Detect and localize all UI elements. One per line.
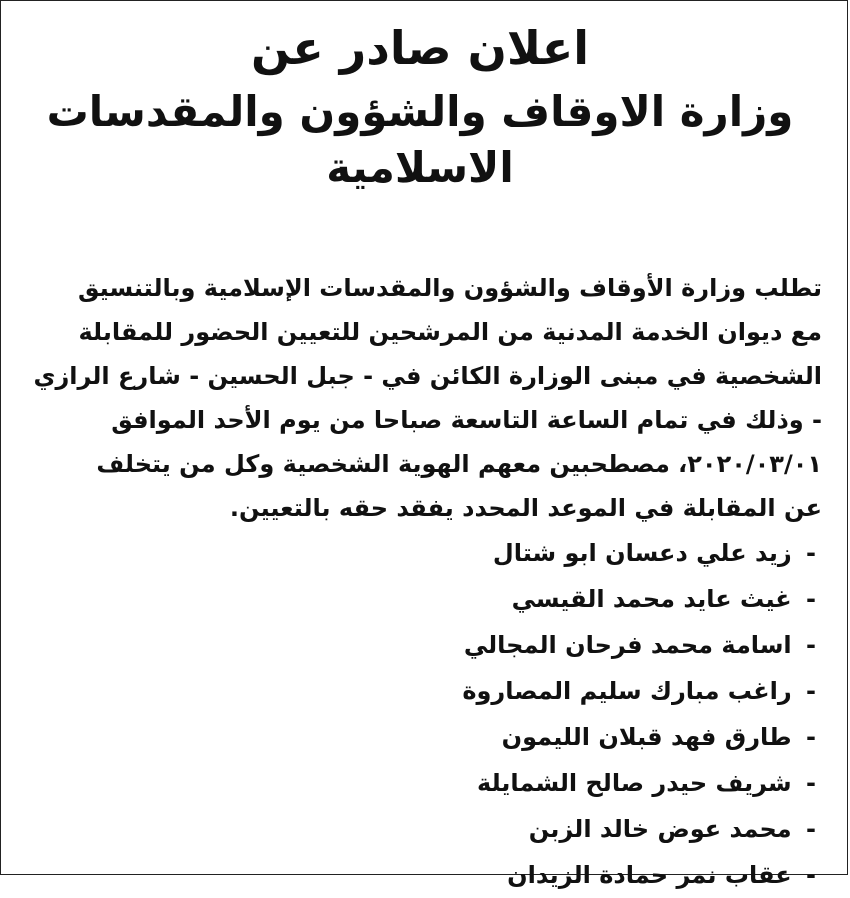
candidate-item <box>18 668 822 714</box>
list-dash: - <box>806 815 816 843</box>
candidate-item <box>18 806 822 852</box>
body-line-4: - وذلك في تمام الساعة التاسعة صباحا من يوم الأحد الموافق <box>111 406 822 434</box>
candidate-list <box>18 530 822 898</box>
body-line-3: الشخصية في مبنى الوزارة الكائن في - جبل الحسين - شارع الرازي <box>33 362 822 390</box>
candidate-name: راغب مبارك سليم المصاروة <box>462 677 792 705</box>
list-dash: - <box>806 585 816 613</box>
candidate-name: غيث عايد محمد القيسي <box>511 585 792 613</box>
candidate-name: طارق فهد قبلان الليمون <box>501 723 792 751</box>
body-line-2: مع ديوان الخدمة المدنية من المرشحين للتعيين الحضور للمقابلة <box>78 318 822 346</box>
candidate-item <box>18 622 822 668</box>
body-line-6: عن المقابلة في الموعد المحدد يفقد حقه بالتعيين. <box>229 494 822 522</box>
body-line-1: تطلب وزارة الأوقاف والشؤون والمقدسات الإسلامية وبالتنسيق <box>78 274 822 302</box>
announcement-body <box>18 266 822 530</box>
list-dash: - <box>806 723 816 751</box>
body-line-5: ٢٠٢٠/٠٣/٠١، مصطحبين معهم الهوية الشخصية وكل من يتخلف <box>96 450 822 478</box>
candidate-item <box>18 714 822 760</box>
candidate-name: محمد عوض خالد الزبن <box>528 815 792 843</box>
ministry-name: وزارة الاوقاف والشؤون والمقدسات الاسلامية <box>46 87 794 192</box>
candidate-item <box>18 852 822 898</box>
list-dash: - <box>806 861 816 889</box>
announcement-title: اعلان صادر عن <box>250 21 590 75</box>
candidate-name: عقاب نمر حمادة الزيدان <box>507 861 792 889</box>
list-dash: - <box>806 539 816 567</box>
candidate-item <box>18 576 822 622</box>
candidate-name: اسامة محمد فرحان المجالي <box>463 631 792 659</box>
candidate-item <box>18 760 822 806</box>
list-dash: - <box>806 631 816 659</box>
candidate-item <box>18 530 822 576</box>
candidate-name: شريف حيدر صالح الشمايلة <box>477 769 792 797</box>
candidate-name: زيد علي دعسان ابو شتال <box>492 539 792 567</box>
list-dash: - <box>806 677 816 705</box>
list-dash: - <box>806 769 816 797</box>
